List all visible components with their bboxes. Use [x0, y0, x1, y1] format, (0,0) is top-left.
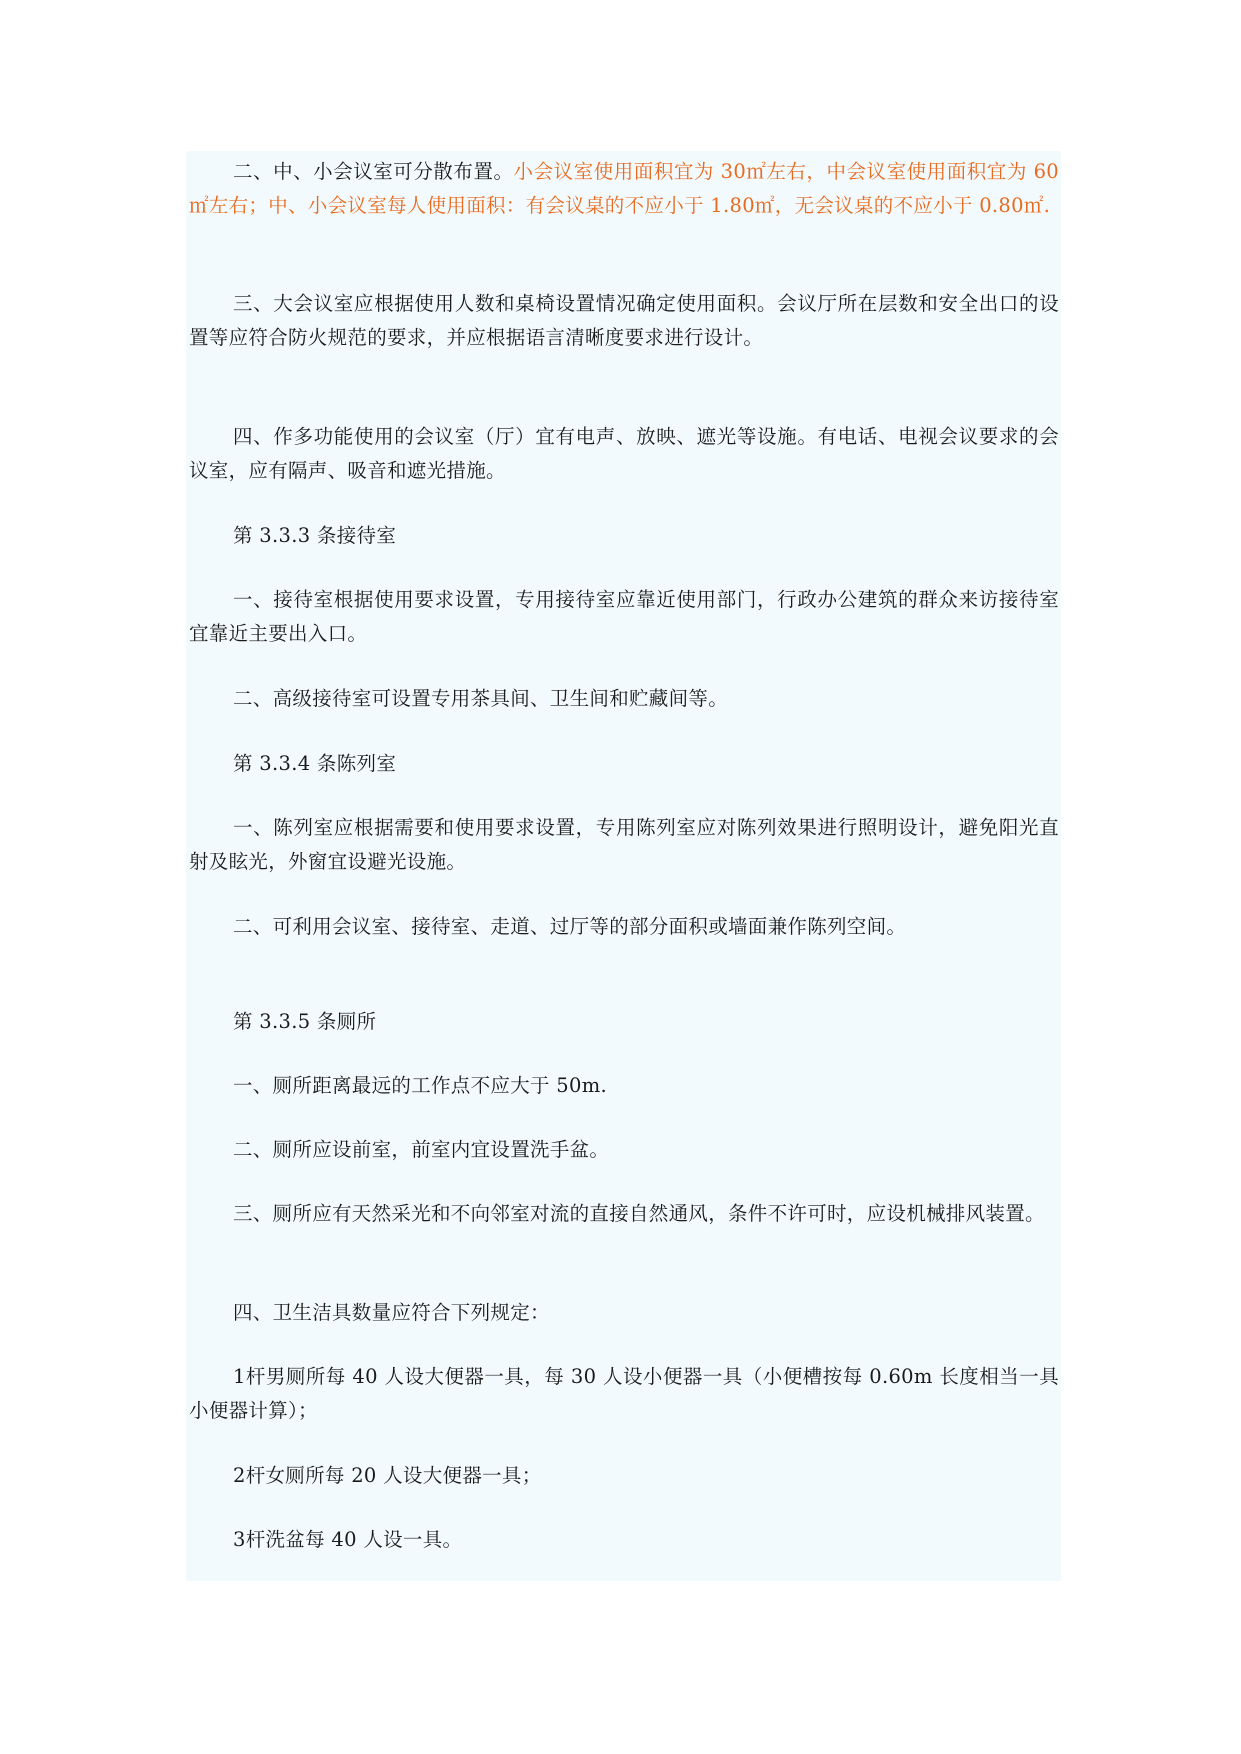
list-item-women-restroom: 2杆女厕所每 20 人设大便器一具；: [233, 1464, 542, 1487]
paragraph-exhibition-room-lighting: 一、陈列室应根据需要和使用要求设置，专用陈列室应对陈列效果进行照明设计，避免阳光直射及眩光，外窗宜设避光设施。: [189, 816, 1059, 873]
paragraph-restroom-ventilation: 三、厕所应有天然采光和不向邻室对流的直接自然通风，条件不许可时，应设机械排风装置。: [233, 1202, 1045, 1225]
paragraph-reception-room-location: 一、接待室根据使用要求设置，专用接待室应靠近使用部门，行政办公建筑的群众来访接待室宜靠近主要出入口。: [189, 588, 1059, 645]
section-heading-restroom: 第 3.3.5 条厕所: [233, 1010, 377, 1033]
paragraph-meeting-room-layout: [189, 155, 1059, 223]
paragraph-restroom-distance: 一、厕所距离最远的工作点不应大于 50m.: [233, 1074, 608, 1097]
paragraph-plain-text: 二、中、小会议室可分散布置。: [233, 160, 514, 183]
list-item-men-restroom: 1杆男厕所每 40 人设大便器一具，每 30 人设小便器一具（小便槽按每 0.60m 长度相当一具小便器计算）；: [189, 1365, 1059, 1422]
paragraph-large-meeting-room: 三、大会议室应根据使用人数和桌椅设置情况确定使用面积。会议厅所在层数和安全出口的设置等应符合防火规范的要求，并应根据语言清晰度要求进行设计。: [189, 292, 1059, 349]
paragraph-exhibition-space-sharing: 二、可利用会议室、接待室、走道、过厅等的部分面积或墙面兼作陈列空间。: [233, 915, 907, 938]
paragraph-sanitary-fixture-rules: 四、卫生洁具数量应符合下列规定：: [233, 1301, 550, 1324]
paragraph-restroom-anteroom: 二、厕所应设前室，前室内宜设置洗手盆。: [233, 1138, 610, 1161]
section-heading-exhibition-room: 第 3.3.4 条陈列室: [233, 752, 397, 775]
paragraph-multifunction-room: 四、作多功能使用的会议室（厅）宜有电声、放映、遮光等设施。有电话、电视会议要求的会议室，应有隔声、吸音和遮光措施。: [189, 425, 1059, 482]
section-heading-reception-room: 第 3.3.3 条接待室: [233, 524, 397, 547]
list-item-wash-basin: 3杆洗盆每 40 人设一具。: [233, 1528, 463, 1551]
paragraph-senior-reception-room: 二、高级接待室可设置专用茶具间、卫生间和贮藏间等。: [233, 687, 729, 710]
highlighted-area-requirements: 小会议室使用面积宜为 30㎡左右，中会议室使用面积宜为 60㎡左右；中、小会议室每人使用面积：有会议桌的不应小于 1.80㎡，无会议桌的不应小于 0.80㎡.: [189, 160, 1060, 217]
